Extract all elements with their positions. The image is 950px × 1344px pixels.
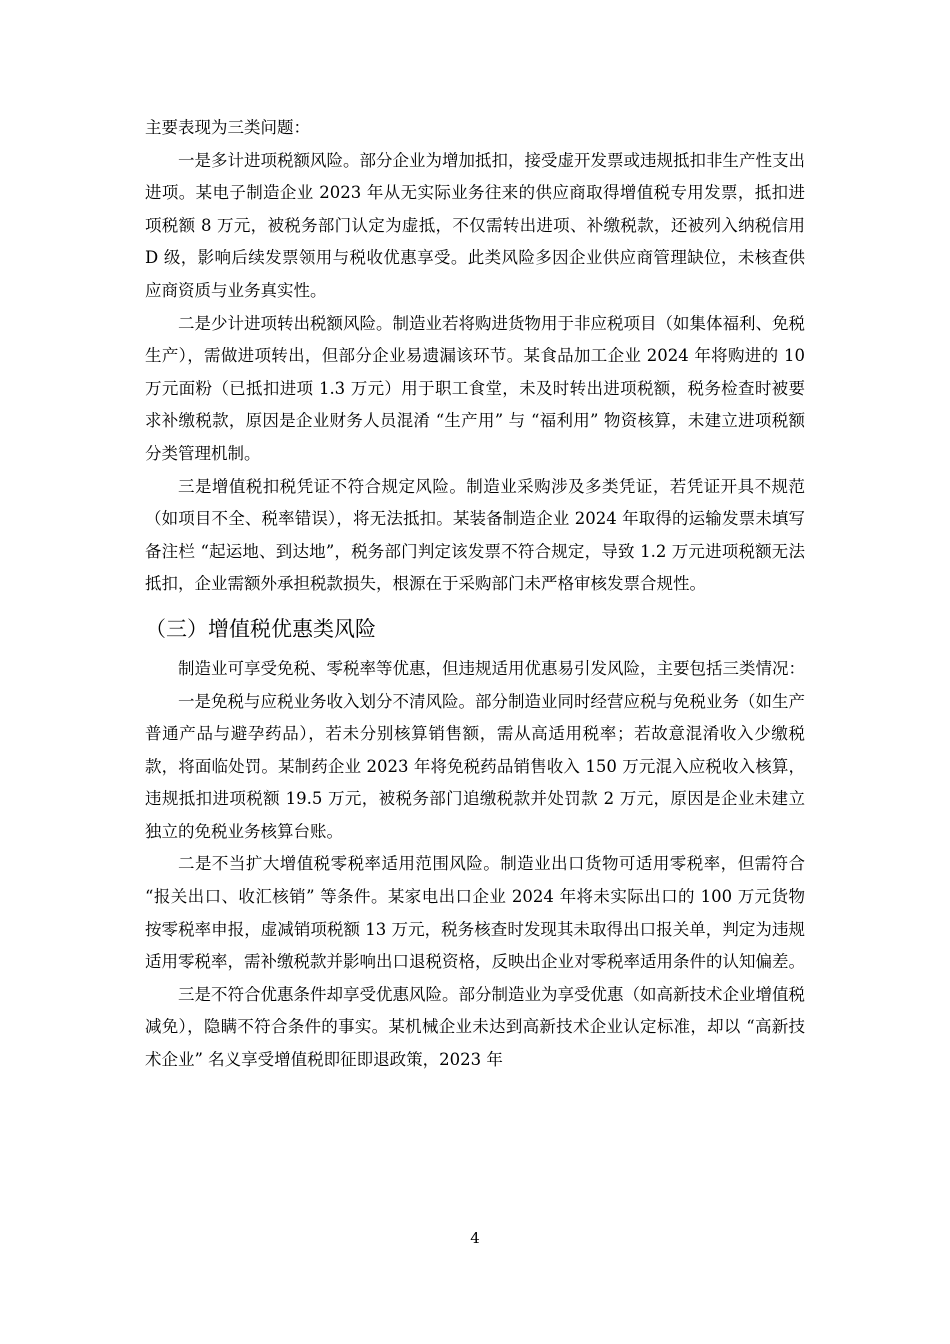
document-body bbox=[145, 112, 805, 1077]
paragraph-input-tax-transfer: 二是少计进项转出税额风险。制造业若将购进货物用于非应税项目（如集体福利、免税生产），需做进项转出，但部分企业易遗漏该环节。某食品加工企业 2024 年将购进的 10 万元面粉（已抵扣进项 1.3 万元）用于职工食堂，未及时转出进项税额，税务检查时被要求补缴税款，原因是企业财务人员混淆 “生产用” 与 “福利用” 物资核算，未建立进项税额分类管理机制。 bbox=[145, 313, 805, 463]
paragraph-continuation: 主要表现为三类问题： bbox=[145, 118, 310, 137]
section-heading: （三）增值税优惠类风险 bbox=[145, 616, 376, 641]
paragraph-ineligible-preference: 三是不符合优惠条件却享受优惠风险。部分制造业为享受优惠（如高新技术企业增值税减免），隐瞒不符合条件的事实。某机械企业未达到高新技术企业认定标准，却以 “高新技术企业” 名义享受增值税即征即退政策，2023 年 bbox=[145, 984, 805, 1070]
page-number: 4 bbox=[470, 1229, 480, 1247]
paragraph-tax-exempt-division: 一是免税与应税业务收入划分不清风险。部分制造业同时经营应税与免税业务（如生产普通产品与避孕药品），若未分别核算销售额，需从高适用税率；若故意混淆收入少缴税款，将面临处罚。某制药企业 2023 年将免税药品销售收入 150 万元混入应税收入核算，违规抵扣进项税额 19.5 万元，被税务部门追缴税款并处罚款 2 万元，原因是企业未建立独立的免税业务核算台账。 bbox=[145, 691, 805, 841]
paragraph-preference-intro: 制造业可享受免税、零税率等优惠，但违规适用优惠易引发风险，主要包括三类情况： bbox=[178, 658, 805, 678]
paragraph-input-tax-overclaim: 一是多计进项税额风险。部分企业为增加抵扣，接受虚开发票或违规抵扣非生产性支出进项。某电子制造企业 2023 年从无实际业务往来的供应商取得增值税专用发票，抵扣进项税额 8 万元，被税务部门认定为虚抵，不仅需转出进项、补缴税款，还被列入纳税信用 D 级，影响后续发票领用与税收优惠享受。此类风险多因企业供应商管理缺位，未核查供应商资质与业务真实性。 bbox=[145, 150, 805, 300]
paragraph-zero-rate-scope: 二是不当扩大增值税零税率适用范围风险。制造业出口货物可适用零税率，但需符合 “报关出口、收汇核销” 等条件。某家电出口企业 2024 年将未实际出口的 100 万元货物按零税率申报，虚减销项税额 13 万元，税务核查时发现其未取得出口报关单，判定为违规适用零税率，需补缴税款并影响出口退税资格，反映出企业对零税率适用条件的认知偏差。 bbox=[145, 854, 805, 972]
paragraph-deduction-voucher: 三是增值税扣税凭证不符合规定风险。制造业采购涉及多类凭证，若凭证开具不规范（如项目不全、税率错误），将无法抵扣。某装备制造企业 2024 年取得的运输发票未填写备注栏 “起运地、到达地”，税务部门判定该发票不符合规定，导致 1.2 万元进项税额无法抵扣，企业需额外承担税款损失，根源在于采购部门未严格审核发票合规性。 bbox=[145, 476, 805, 594]
